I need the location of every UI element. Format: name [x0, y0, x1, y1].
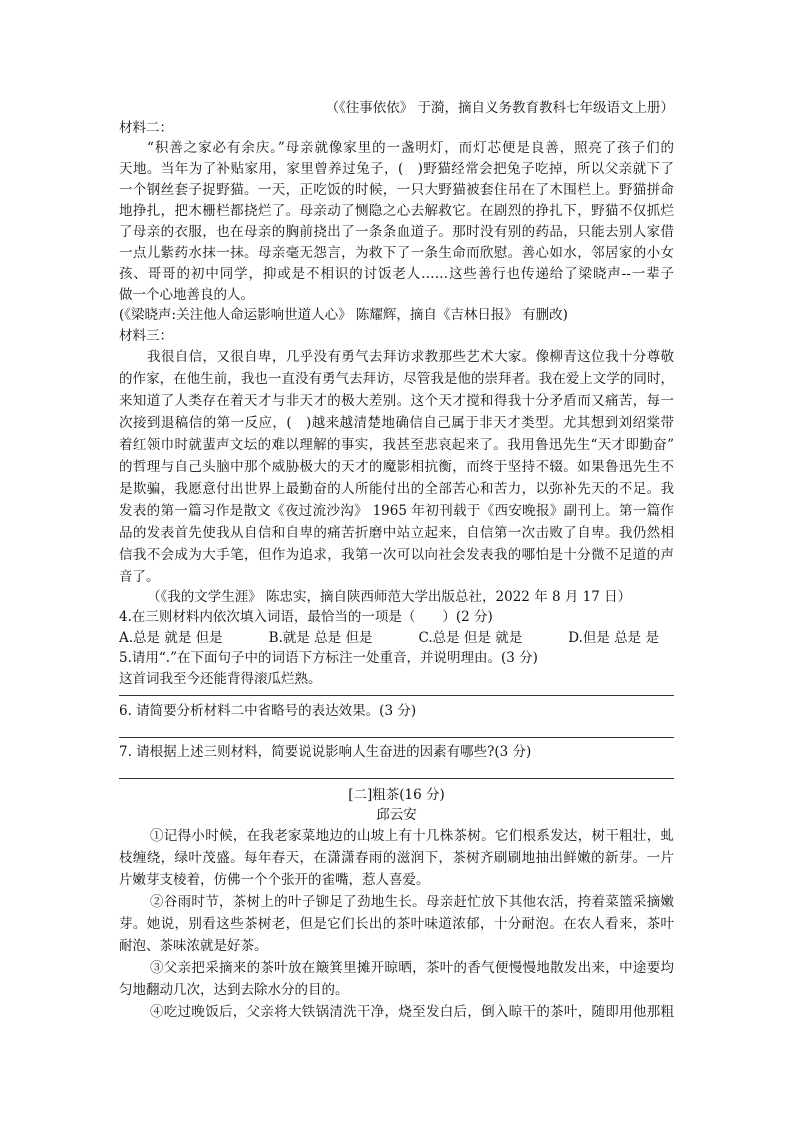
material-2-line: 孩、哥哥的初中同学，抑或是不相识的讨饭老人……这些善行也传递给了梁晓声--一辈子	[119, 266, 674, 282]
material-2-line: 了母亲的衣服，也在母亲的胸前挠出了一条条血道子。那时没有别的药品，只能去别人家借	[119, 224, 674, 240]
material-3-line: 来知道了人类存在着天才与非天才的极大差别。这个天才搅和得我十分矛盾而又痛苦，每一	[119, 393, 674, 409]
passage-line: 耐泡、茶味浓就是好茶。	[119, 938, 268, 954]
passage-line: ②谷雨时节，茶树上的叶子铆足了劲地生长。母亲赶忙放下其他农活，挎着菜篮采摘嫩	[150, 894, 674, 910]
material-2-line: 地挣扎，把木栅栏都挠烂了。母亲动了恻隐之心去解救它。在剧烈的挣扎下，野猫不仅抓烂	[119, 203, 674, 219]
question-4-option-b: B.就是 总是 但是	[268, 630, 373, 646]
question-4-option-d: D.但是 总是 是	[568, 630, 659, 646]
material-2-line: 做一个心地善良的人。	[119, 287, 254, 303]
material-3-line: 音了。	[119, 569, 160, 585]
passage-line: ①记得小时候，在我老家菜地边的山坡上有十几株茶树。它们根系发达，树干粗壮，虬	[150, 828, 674, 844]
material-2-heading: 材料二：	[119, 120, 173, 136]
source-material-3: （《我的文学生涯》 陈忠实，摘自陕西师范大学出版总社，2022 年 8 月 17 日）	[147, 589, 632, 605]
material-3-line: 次接到退稿信的第一反应，( )越来越清楚地确信自己属于非天才类型。尤其想到刘绍棠带	[119, 415, 674, 431]
question-4: 4.在三则材料内依次填入词语，最恰当的一项是（ ）(2 分)	[119, 609, 493, 625]
answer-line-7	[119, 778, 674, 779]
passage-line: ④吃过晚饭后，父亲将大铁锅清洗干净，烧至发白后，倒入晾干的茶叶，随即用他那粗	[150, 1004, 674, 1020]
passage-line: 枝缠绕，绿叶茂盛。每年春天，在潇潇春雨的滋润下，茶树齐刷刷地抽出鲜嫩的新芽。一片	[119, 850, 674, 866]
material-3-heading: 材料三：	[119, 328, 173, 344]
source-material-1: （《往事依依》 于漪，摘自义务教育教科七年级语文上册）	[325, 100, 674, 116]
material-2-line: 天地。当年为了补贴家用，家里曾养过兔子，( )野猫经常会把兔子吃掉，所以父亲就下了	[119, 161, 674, 177]
answer-line-6	[119, 737, 674, 738]
passage-line: 片嫩芽支棱着，仿佛一个个张开的雀嘴，惹人喜爱。	[119, 872, 430, 888]
question-5: 5.请用“.”在下面句子中的词语下方标注一处重音，并说明理由。(3 分)	[119, 650, 538, 666]
passage-line: 匀地翻动几次，达到去除水分的目的。	[119, 982, 349, 998]
material-3-line: 的作家，在他生前，我也一直没有勇气去拜访，尽管我是他的崇拜者。我在爱上文学的同时，	[119, 371, 674, 387]
passage-line: 芽。她说，别看这些茶树老，但是它们长出的茶叶味道浓郁，十分耐泡。在农人看来，茶叶	[119, 916, 674, 932]
material-3-line: 我很自信，又很自卑，几乎没有勇气去拜访求教那些艺术大家。像柳青这位我十分尊敬	[147, 349, 674, 365]
question-4-option-c: C.总是 但是 就是	[418, 630, 523, 646]
source-material-2: (《梁晓声:关注他人命运影响世道人心》 陈耀辉，摘自《吉林日报》 有删改)	[119, 307, 568, 323]
question-4-option-a: A.总是 就是 但是	[119, 630, 223, 646]
section-2-author: 邱云安	[376, 807, 417, 823]
material-2-line: “积善之家必有余庆。”母亲就像家里的一盏明灯，而灯芯便是良善，照亮了孩子们的	[147, 140, 674, 156]
material-3-line: 发表的第一篇习作是散文《夜过流沙沟》 1965 年初刊载于《西安晚报》副刊上。第一篇作	[119, 503, 674, 519]
question-7: 7. 请根据上述三则材料，简要说说影响人生奋进的因素有哪些?(3 分)	[119, 744, 532, 760]
material-2-line: 一个钢丝套子捉野猫。一天，正吃饭的时候，一只大野猫被套住吊在了木围栏上。野猫拼命	[119, 182, 674, 198]
question-4-options	[119, 628, 659, 650]
material-3-line: 着红领巾时就蜚声文坛的难以理解的事实，我甚至悲哀起来了。我用鲁迅先生“天才即勤奋”	[119, 437, 674, 453]
answer-line-5	[119, 695, 674, 696]
section-2-title: [二]粗茶(16 分)	[348, 787, 445, 803]
passage-line: ③父亲把采摘来的茶叶放在簸箕里摊开晾晒，茶叶的香气便慢慢地散发出来，中途要均	[150, 960, 674, 976]
question-6: 6. 请简要分析材料二中省略号的表达效果。(3 分)	[119, 703, 417, 719]
material-3-line: 品的发表首先使我从自信和自卑的痛苦折磨中站立起来，自信第一次击败了自卑。我仍然相	[119, 525, 674, 541]
material-2-line: 一点儿紫药水抹一抹。母亲毫无怨言，为救下了一条生命而欣慰。善心如水，邻居家的小女	[119, 245, 674, 261]
question-5-sentence: 这首词我至今还能背得滚瓜烂熟。	[119, 671, 322, 687]
material-3-line: 是欺骗，我愿意付出世界上最勤奋的人所能付出的全部苦心和苦力，以弥补先天的不足。我	[119, 481, 674, 497]
material-3-line: 的哲理与自己头脑中那个威胁极大的天才的魔影相抗衡，而终于坚持不辍。如果鲁迅先生不	[119, 459, 674, 475]
material-3-line: 信我不会成为大手笔，但作为追求，我第一次可以向社会发表我的哪怕是十分微不足道的声	[119, 547, 674, 563]
